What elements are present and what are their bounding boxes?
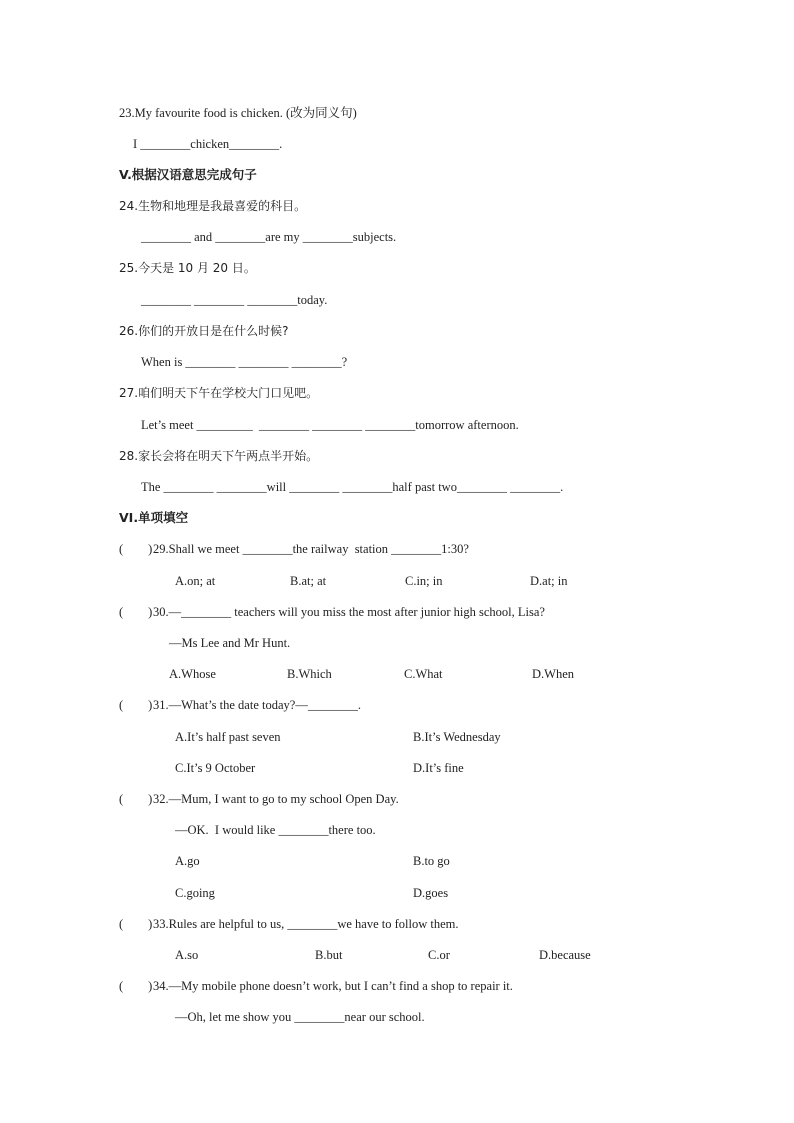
question-31-bracket: ( ) [119, 698, 153, 712]
question-30: 30.—________ teachers will you miss the most after junior high school, Lisa? [153, 605, 545, 619]
question-30-bracket: ( ) [119, 605, 153, 619]
question-23: 23.My favourite food is chicken. (改为同义句) [119, 106, 357, 120]
section-6-heading: VI.单项填空 [119, 510, 189, 525]
question-30-option-c: C.What [404, 667, 443, 681]
question-30-option-a: A.Whose [169, 667, 216, 681]
question-31-option-b: B.It’s Wednesday [413, 730, 501, 744]
question-26-answer-line: When is ________ ________ ________? [141, 355, 348, 369]
question-32-option-b: B.to go [413, 854, 450, 868]
question-33: 33.Rules are helpful to us, ________we have to follow them. [153, 917, 459, 931]
question-34-bracket: ( ) [119, 979, 153, 993]
question-32: 32.—Mum, I want to go to my school Open Day. [153, 792, 399, 806]
question-25: 25.今天是 10 月 20 日。 [119, 261, 256, 275]
question-32-bracket: ( ) [119, 792, 153, 806]
question-33-bracket: ( ) [119, 917, 153, 931]
question-33-option-a: A.so [175, 948, 199, 962]
question-32-reply: —OK. I would like ________there too. [175, 823, 376, 837]
question-29: 29.Shall we meet ________the railway station ________1:30? [153, 542, 469, 556]
question-33-option-b: B.but [315, 948, 343, 962]
question-34: 34.—My mobile phone doesn’t work, but I can’t find a shop to repair it. [153, 979, 513, 993]
question-27-answer-line: Let’s meet _________ ________ ________ ________tomorrow afternoon. [141, 418, 519, 432]
question-27: 27.咱们明天下午在学校大门口见吧。 [119, 386, 319, 400]
question-24-answer-line: ________ and ________are my ________subjects. [141, 230, 397, 244]
question-31-option-a: A.It’s half past seven [175, 730, 281, 744]
question-31-option-d: D.It’s fine [413, 761, 464, 775]
question-32-option-c: C.going [175, 886, 215, 900]
question-31-option-c: C.It’s 9 October [175, 761, 256, 775]
question-30-reply: —Ms Lee and Mr Hunt. [169, 636, 291, 650]
question-29-option-b: B.at; at [290, 574, 327, 588]
question-30-option-b: B.Which [287, 667, 332, 681]
question-29-option-c: C.in; in [405, 574, 443, 588]
question-28-answer-line: The ________ ________will ________ ________half past two________ ________. [141, 480, 564, 494]
section-5-heading: V.根据汉语意思完成句子 [119, 167, 257, 182]
question-29-bracket: ( ) [119, 542, 153, 556]
question-29-option-d: D.at; in [530, 574, 568, 588]
question-30-option-d: D.When [532, 667, 574, 681]
question-33-option-d: D.because [539, 948, 591, 962]
question-33-option-c: C.or [428, 948, 450, 962]
question-26: 26.你们的开放日是在什么时候? [119, 324, 289, 338]
question-32-option-a: A.go [175, 854, 200, 868]
question-29-option-a: A.on; at [175, 574, 216, 588]
question-32-option-d: D.goes [413, 886, 449, 900]
question-24: 24.生物和地理是我最喜爱的科目。 [119, 199, 307, 213]
question-34-reply: —Oh, let me show you ________near our school. [175, 1010, 425, 1024]
question-28: 28.家长会将在明天下午两点半开始。 [119, 449, 319, 463]
question-31: 31.—What’s the date today?—________. [153, 698, 361, 712]
question-25-answer-line: ________ ________ ________today. [141, 293, 328, 307]
question-23-answer-line: I ________chicken________. [133, 137, 283, 151]
